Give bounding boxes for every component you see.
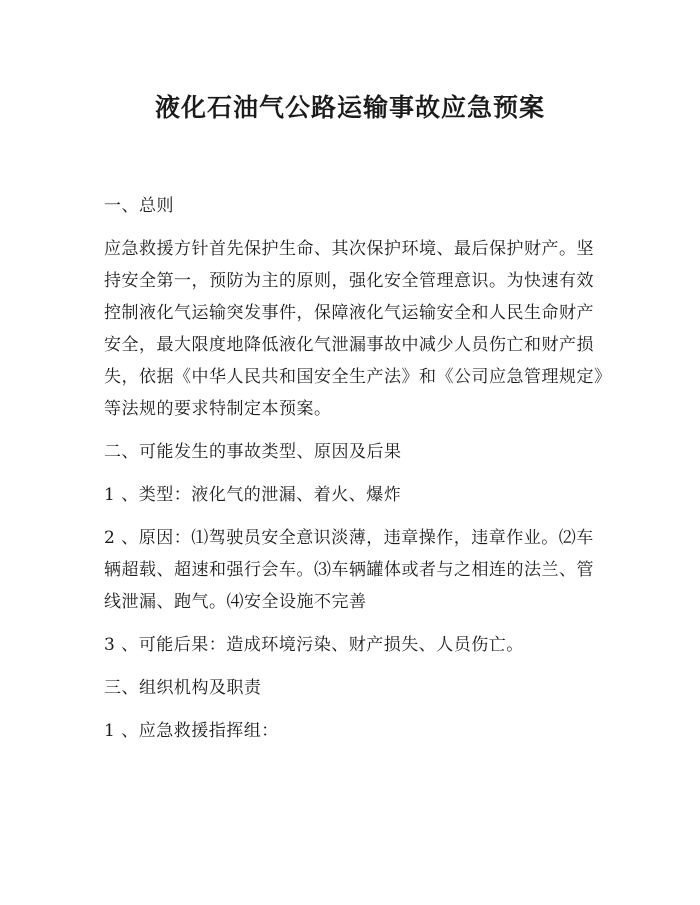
section-heading-general: 一、总则 xyxy=(104,196,174,216)
document-title: 液化石油气公路运输事故应急预案 xyxy=(154,93,545,122)
accident-cause-item: 2 、原因：⑴驾驶员安全意识淡薄，违章操作，违章作业。⑵车辆超载、超速和强行会车。⑶车辆罐体或者与之相连的法兰、管线泄漏、跑气。⑷安全设施不完善 xyxy=(104,528,594,612)
section-heading-organization: 三、组织机构及职责 xyxy=(104,678,262,698)
section-heading-accident-types: 二、可能发生的事故类型、原因及后果 xyxy=(104,442,402,462)
general-paragraph: 应急救援方针首先保护生命、其次保护环境、最后保护财产。坚持安全第一，预防为主的原则，强化安全管理意识。为快速有效控制液化气运输突发事件，保障液化气运输安全和人民生命财产安全，最大限度地降低液化气泄漏事故中减少人员伤亡和财产损失，依据《中华人民共和国安全生产法》和《公司应急管理规定》等法规的要求特制定本预案。 xyxy=(104,239,603,419)
organization-item: 1 、应急救援指挥组： xyxy=(104,721,279,741)
accident-type-item: 1 、类型：液化气的泄漏、着火、爆炸 xyxy=(104,485,402,505)
accident-consequence-item: 3 、可能后果：造成环境污染、财产损失、人员伤亡。 xyxy=(104,635,524,655)
document-body xyxy=(104,190,604,747)
